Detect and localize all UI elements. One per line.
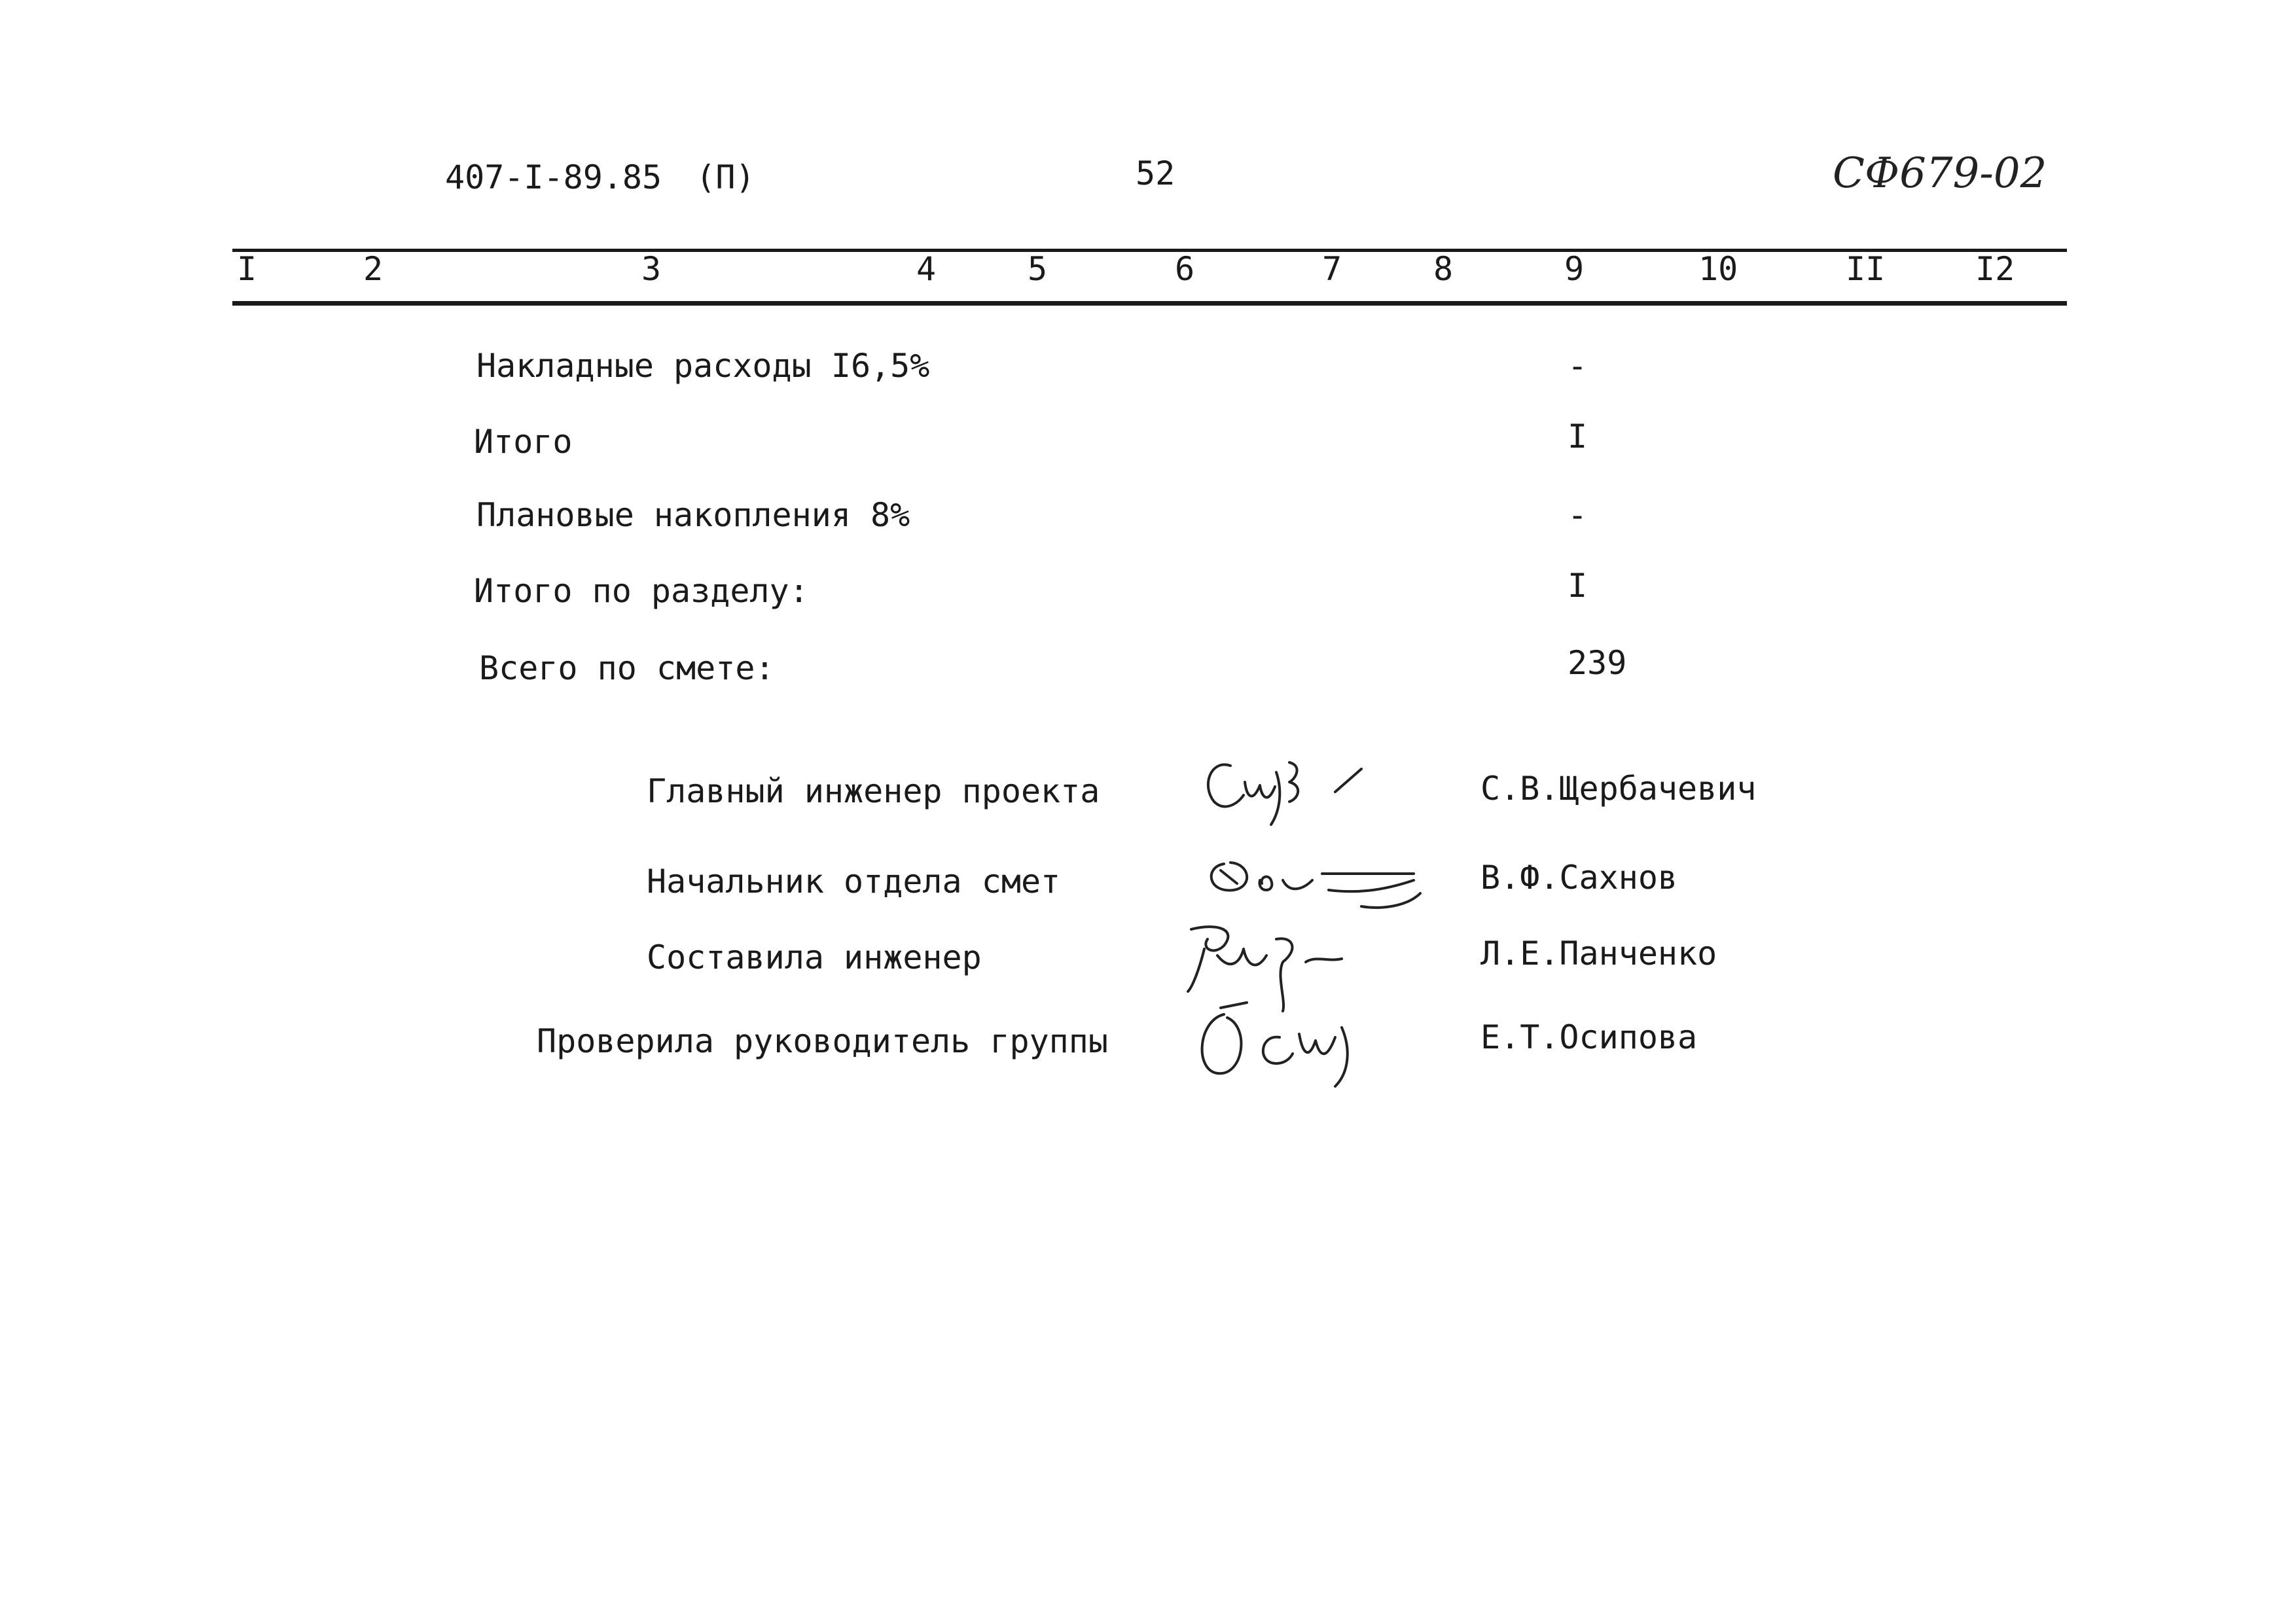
row-label: Накладные расходы I6,5% bbox=[476, 347, 930, 385]
table-top-rule bbox=[232, 249, 2067, 252]
signatory-name: С.В.Щербачевич bbox=[1480, 770, 1757, 808]
row-value: - bbox=[1568, 496, 1588, 534]
column-number: 5 bbox=[1028, 250, 1048, 288]
column-number: 3 bbox=[641, 250, 662, 288]
document-code-number: 407-I-89.85 bbox=[445, 158, 662, 196]
archive-number: СФ679-02 bbox=[1833, 149, 2047, 198]
column-number: 2 bbox=[363, 250, 384, 288]
column-number: 7 bbox=[1322, 250, 1342, 288]
row-label: Итого по разделу: bbox=[474, 572, 809, 610]
signatory-name: Л.Е.Панченко bbox=[1480, 935, 1717, 972]
column-number: 4 bbox=[916, 250, 937, 288]
column-number: 10 bbox=[1698, 250, 1738, 288]
column-number: 9 bbox=[1564, 250, 1585, 288]
row-value: 239 bbox=[1568, 644, 1627, 682]
document-code bbox=[445, 158, 755, 196]
document-code-suffix: (П) bbox=[696, 158, 755, 196]
signatory-title: Начальник отдела смет bbox=[647, 863, 1061, 901]
signatory-name: Е.Т.Осипова bbox=[1480, 1018, 1698, 1056]
column-number: 6 bbox=[1175, 250, 1195, 288]
column-number: II bbox=[1846, 250, 1886, 288]
row-label: Всего по смете: bbox=[479, 649, 775, 687]
signatory-title: Главный инженер проекта bbox=[647, 772, 1100, 810]
row-label: Итого bbox=[474, 423, 573, 461]
page-number: 52 bbox=[1136, 154, 1175, 192]
handwritten-signature-icon bbox=[1185, 988, 1381, 1093]
row-value: I bbox=[1568, 567, 1588, 605]
column-number: I bbox=[237, 250, 257, 288]
column-number: I2 bbox=[1975, 250, 2015, 288]
column-number: 8 bbox=[1433, 250, 1454, 288]
row-value: - bbox=[1568, 347, 1588, 385]
table-header-bottom-rule bbox=[232, 301, 2067, 306]
handwritten-signature-icon bbox=[1198, 746, 1394, 831]
signatory-title: Проверила руководитель группы bbox=[537, 1022, 1108, 1060]
signatory-name: В.Ф.Сахнов bbox=[1480, 859, 1678, 897]
row-label: Плановые накопления 8% bbox=[476, 496, 910, 534]
signatory-title: Составила инженер bbox=[647, 938, 982, 976]
row-value: I bbox=[1568, 418, 1588, 455]
